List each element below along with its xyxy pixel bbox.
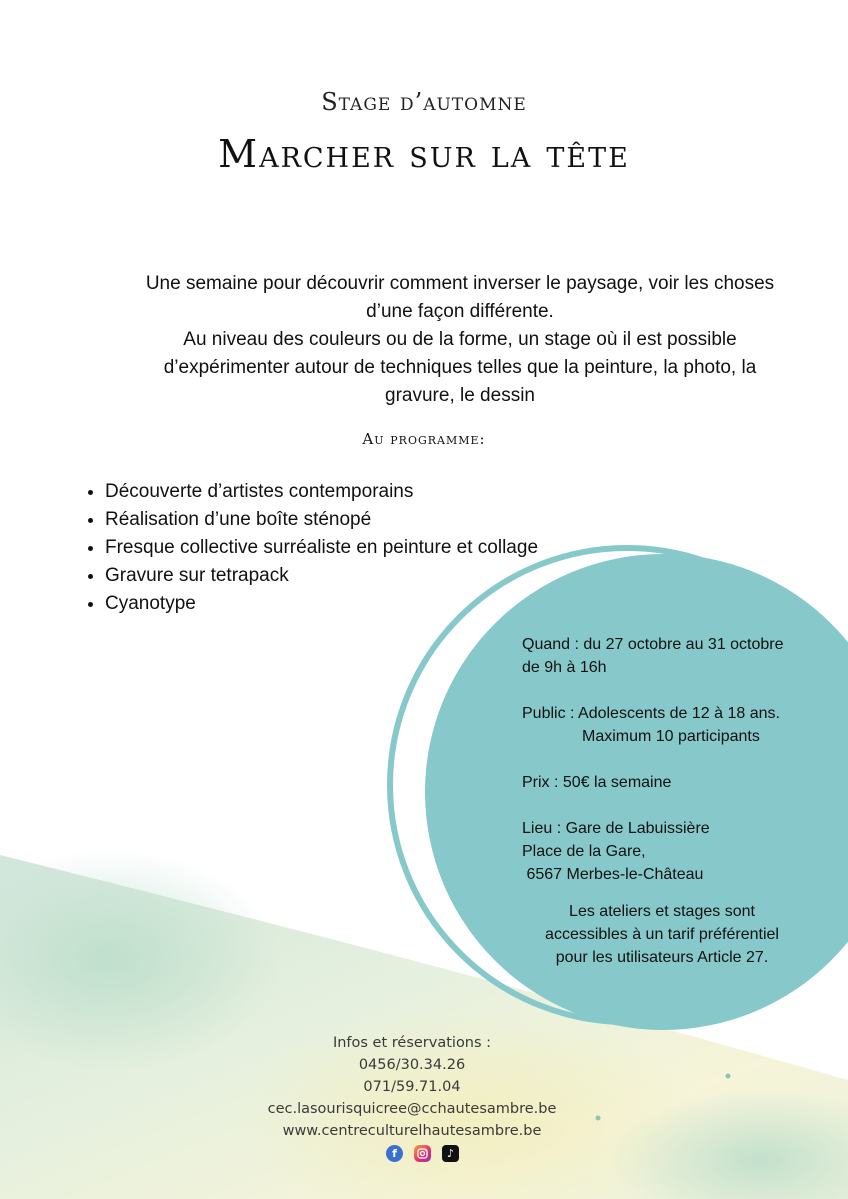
contact-block bbox=[212, 1032, 612, 1142]
list-item: • Découverte d’artistes contemporains bbox=[105, 478, 538, 506]
tiktok-icon[interactable]: ♪ bbox=[442, 1145, 459, 1162]
article27-note bbox=[512, 900, 812, 969]
when-hours: de 9h à 16h bbox=[522, 659, 607, 676]
list-item: • Fresque collective surréaliste en peinture et collage bbox=[105, 534, 538, 562]
social-links bbox=[386, 1145, 459, 1162]
list-item: • Gravure sur tetrapack bbox=[105, 562, 538, 590]
price-line: Prix : 50€ la semaine bbox=[522, 774, 672, 791]
public-max: Maximum 10 participants bbox=[582, 728, 760, 745]
list-item: • Réalisation d’une boîte sténopé bbox=[105, 506, 538, 534]
place-street: Place de la Gare, bbox=[522, 843, 646, 860]
phone-number[interactable]: 0456/30.34.26 bbox=[358, 1057, 466, 1073]
facebook-icon[interactable]: f bbox=[386, 1145, 403, 1162]
contact-heading: Infos et réservations : bbox=[332, 1035, 492, 1051]
email-link[interactable]: cec.lasourisquicree@cchautesambre.be bbox=[267, 1101, 557, 1117]
program-list bbox=[80, 478, 538, 618]
when-line: Quand : du 27 octobre au 31 octobre bbox=[522, 636, 784, 653]
intro-paragraph: Une semaine pour découvrir comment inverser le paysage, voir les choses d’une façon différente. bbox=[145, 273, 775, 322]
public-line: Public : Adolescents de 12 à 18 ans. bbox=[522, 705, 780, 722]
website-link[interactable]: www.centreculturelhautesambre.be bbox=[282, 1123, 542, 1139]
stage-subtitle: Stage d’automne bbox=[321, 88, 527, 116]
note-line: pour les utilisateurs Article 27. bbox=[555, 949, 769, 966]
instagram-icon[interactable] bbox=[414, 1145, 431, 1162]
list-item: • Cyanotype bbox=[105, 590, 538, 618]
place-city: 6567 Merbes-le-Château bbox=[522, 866, 704, 883]
intro-text bbox=[140, 270, 780, 410]
note-line: Les ateliers et stages sont bbox=[569, 903, 755, 920]
phone-number[interactable]: 071/59.71.04 bbox=[363, 1079, 461, 1095]
practical-info bbox=[522, 633, 822, 886]
note-line: accessibles à un tarif préférentiel bbox=[545, 926, 779, 943]
page-title: Marcher sur la tête bbox=[218, 132, 630, 176]
intro-paragraph: Au niveau des couleurs ou de la forme, un stage où il est possible d’expérimenter autour de techniques telles que la peinture, la photo, la gravure, le dessin bbox=[163, 329, 757, 406]
program-heading: Au programme: bbox=[362, 430, 486, 448]
place-line: Lieu : Gare de Labuissière bbox=[522, 820, 710, 837]
